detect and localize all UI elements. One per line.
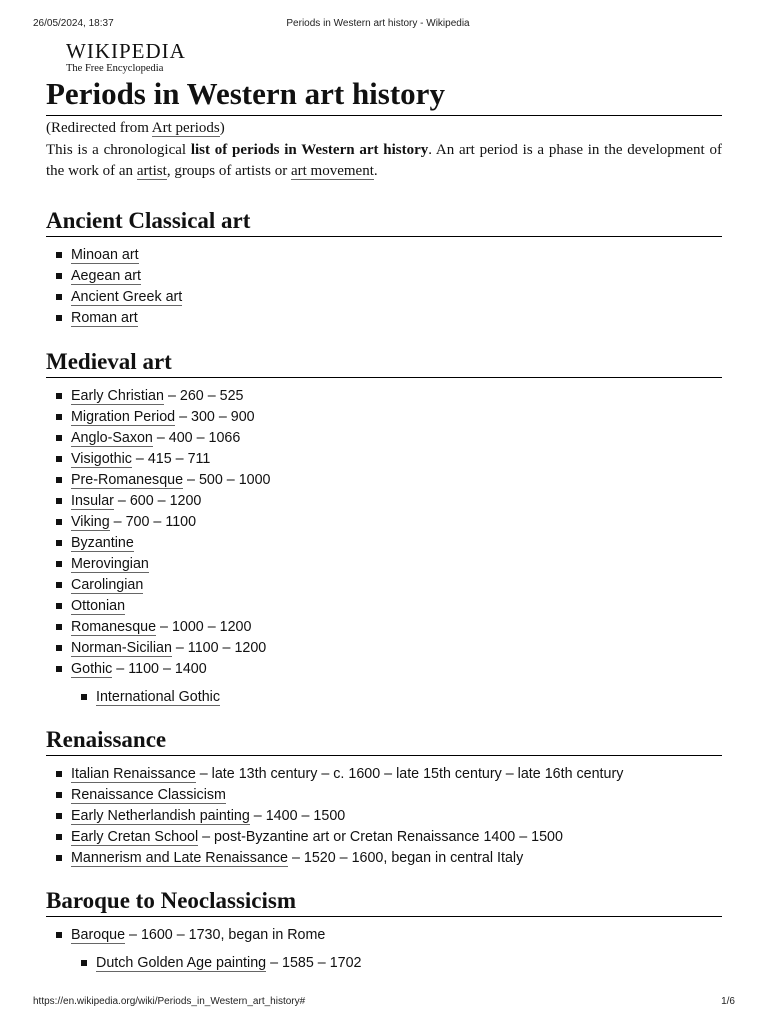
list-item <box>46 266 722 287</box>
list-item <box>46 827 722 848</box>
period-dates: – 400 – 1066 <box>152 430 241 446</box>
list-ancient <box>46 245 722 329</box>
list-item <box>46 512 722 533</box>
period-dates: – late 13th century – c. 1600 – late 15th century – late 16th century <box>195 766 624 782</box>
artist-link[interactable]: artist <box>136 163 167 179</box>
period-dates: – 300 – 900 <box>175 409 255 425</box>
list-item <box>46 245 722 266</box>
list-item <box>46 554 722 575</box>
redirect-note <box>46 119 722 138</box>
sublist-baroque <box>46 953 722 974</box>
intro-text: . An art period is a phase in the development of the work of an <box>46 142 722 179</box>
period-dates: – 1585 – 1702 <box>266 955 362 971</box>
page-title: Periods in Western art history <box>46 74 722 116</box>
period-link[interactable]: Viking <box>71 514 110 530</box>
period-link[interactable]: Insular <box>71 493 114 509</box>
section-heading-renaissance: Renaissance <box>46 725 722 756</box>
period-link[interactable]: Mannerism and Late Renaissance <box>71 850 288 866</box>
list-item <box>46 491 722 512</box>
period-link[interactable]: Pre-Romanesque <box>71 472 184 488</box>
art-movement-link[interactable]: art movement <box>290 163 374 179</box>
logo-wordmark: WIKIPEDIA <box>66 39 186 63</box>
period-link[interactable]: Ancient Greek art <box>71 289 183 305</box>
list-item <box>46 764 722 785</box>
intro-text: , groups of artists or <box>166 163 291 179</box>
logo-tagline: The Free Encyclopedia <box>66 63 164 74</box>
list-item <box>46 386 722 407</box>
page-number: 1/6 <box>721 996 735 1007</box>
intro-text: . <box>373 163 378 179</box>
period-link[interactable]: International Gothic <box>96 689 220 705</box>
print-page-title: Periods in Western art history - Wikipedia <box>286 18 470 29</box>
period-dates: – 1100 – 1200 <box>171 640 267 656</box>
period-dates: – 1600 – 1730, began in Rome <box>125 927 326 943</box>
period-link[interactable]: Romanesque <box>71 619 157 635</box>
period-dates: – 700 – 1100 <box>109 514 197 530</box>
period-link[interactable]: Italian Renaissance <box>71 766 196 782</box>
list-item <box>46 953 722 974</box>
period-link[interactable]: Carolingian <box>71 577 144 593</box>
list-item <box>46 687 722 708</box>
list-item <box>46 617 722 638</box>
print-datetime: 26/05/2024, 18:37 <box>33 18 114 29</box>
period-link[interactable]: Byzantine <box>71 535 134 551</box>
period-link[interactable]: Early Cretan School <box>71 829 199 845</box>
list-renaissance <box>46 764 722 869</box>
list-item <box>46 806 722 827</box>
list-item <box>46 308 722 329</box>
redirect-link[interactable]: Art periods <box>151 120 220 136</box>
period-link[interactable]: Early Netherlandish painting <box>71 808 250 824</box>
list-item <box>46 785 722 806</box>
list-item <box>46 848 722 869</box>
period-link[interactable]: Renaissance Classicism <box>71 787 226 803</box>
period-dates: – 415 – 711 <box>131 451 211 467</box>
list-item <box>46 449 722 470</box>
period-dates: – 260 – 525 <box>163 388 244 404</box>
period-link[interactable]: Minoan art <box>71 247 139 263</box>
list-medieval <box>46 386 722 680</box>
article-content <box>46 74 722 974</box>
redirect-suffix: ) <box>219 120 225 136</box>
period-link[interactable]: Anglo-Saxon <box>71 430 153 446</box>
section-heading-ancient: Ancient Classical art <box>46 206 722 237</box>
intro-text: This is a chronological <box>46 142 191 158</box>
wikipedia-logo[interactable] <box>66 40 186 75</box>
period-dates: – post-Byzantine art or Cretan Renaissance 1400 – 1500 <box>198 829 563 845</box>
period-dates: – 1520 – 1600, began in central Italy <box>287 850 524 866</box>
list-item <box>46 925 722 946</box>
print-url: https://en.wikipedia.org/wiki/Periods_in_Western_art_history# <box>33 996 306 1007</box>
list-item <box>46 287 722 308</box>
intro-bold-term: list of periods in Western art history <box>190 142 429 158</box>
list-item <box>46 659 722 680</box>
list-item <box>46 533 722 554</box>
period-link[interactable]: Visigothic <box>71 451 132 467</box>
list-item <box>46 407 722 428</box>
print-header <box>33 18 723 32</box>
list-item <box>46 638 722 659</box>
period-link[interactable]: Dutch Golden Age painting <box>96 955 267 971</box>
list-item <box>46 596 722 617</box>
period-link[interactable]: Aegean art <box>71 268 141 284</box>
period-dates: – 1400 – 1500 <box>249 808 346 824</box>
period-dates: – 1000 – 1200 <box>156 619 252 635</box>
list-item <box>46 575 722 596</box>
period-link[interactable]: Migration Period <box>71 409 176 425</box>
period-dates: – 500 – 1000 <box>183 472 271 488</box>
period-link[interactable]: Baroque <box>71 927 126 943</box>
period-dates: – 1100 – 1400 <box>112 661 207 677</box>
section-heading-medieval: Medieval art <box>46 347 722 378</box>
period-dates: – 600 – 1200 <box>113 493 202 509</box>
list-item <box>46 428 722 449</box>
sublist-gothic <box>46 687 722 708</box>
section-heading-baroque: Baroque to Neoclassicism <box>46 886 722 917</box>
intro-paragraph <box>46 140 722 182</box>
list-item <box>46 470 722 491</box>
print-footer <box>33 996 735 1010</box>
redirect-prefix: (Redirected from <box>46 120 152 136</box>
period-link[interactable]: Merovingian <box>71 556 149 572</box>
period-link[interactable]: Gothic <box>71 661 113 677</box>
list-baroque <box>46 925 722 946</box>
period-link[interactable]: Norman-Sicilian <box>71 640 172 656</box>
period-link[interactable]: Ottonian <box>71 598 126 614</box>
period-link[interactable]: Early Christian <box>71 388 164 404</box>
period-link[interactable]: Roman art <box>71 310 138 326</box>
